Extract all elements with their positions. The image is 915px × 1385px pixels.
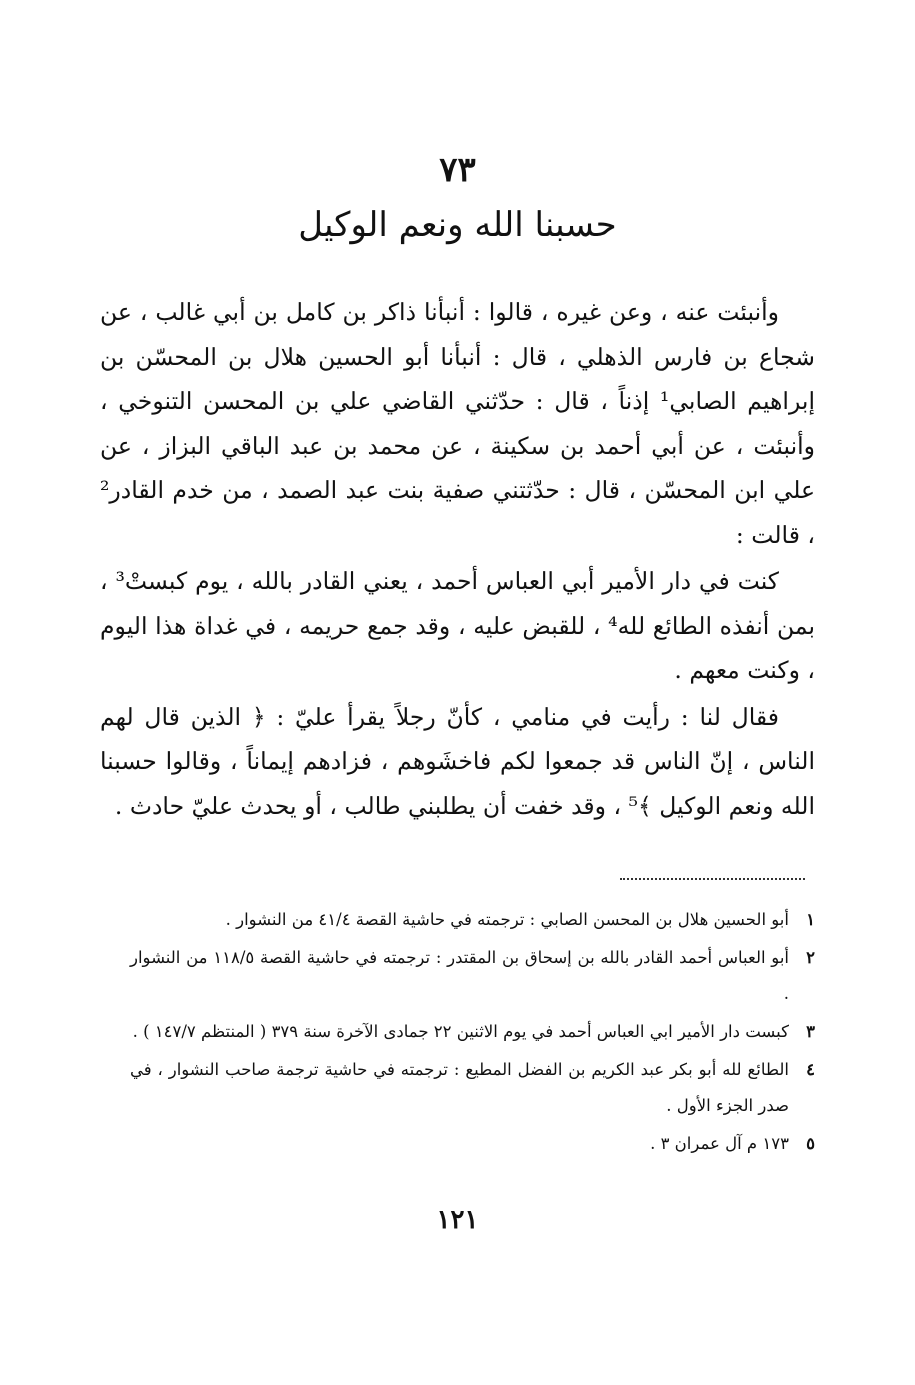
footnote-text: الطائع لله أبو بكر عبد الكريم بن الفضل المطيع : ترجمته في حاشية ترجمة صاحب النشوار ، في صدر الجزء الأول .	[130, 1060, 789, 1115]
paragraph-dream: فقال لنا : رأيت في منامي ، كأنّ رجلاً يقرأ عليّ : ﴿ الذين قال لهم الناس ، إنّ الناس قد جمعوا لكم فاخشَوهم ، فزادهم إيماناً ، وقالوا حسبنا الله ونعم الوكيل ﴾⁵ ، وقد خفت أن يطلبني طالب ، أو يحدث عليّ حادث .	[100, 702, 815, 820]
footnote-3	[130, 1014, 815, 1050]
footnote-text: أبو الحسين هلال بن المحسن الصابي : ترجمته في حاشية القصة ٤١/٤ من النشوار .	[225, 910, 789, 929]
footnote-number: ٣	[806, 1022, 815, 1041]
story-number: ٧٣	[439, 150, 476, 190]
footnote-number: ١	[806, 910, 815, 929]
main-text	[100, 290, 815, 830]
page-number: ١٢١	[436, 1205, 479, 1235]
footnote-number: ٥	[806, 1134, 815, 1153]
footnotes	[130, 902, 815, 1164]
footnote-number: ٢	[806, 948, 815, 967]
paragraph-isnad: وأنبئت عنه ، وعن غيره ، قالوا : أنبأنا ذاكر بن كامل بن أبي غالب ، عن شجاع بن فارس الذهلي ، قال : أنبأنا أبو الحسين هلال بن المحسّن بن إبراهيم الصابي¹ إذناً ، قال : حدّثني القاضي علي بن المحسن التنوخي ، وأنبئت ، عن أبي أحمد بن سكينة ، عن محمد بن عبد الباقي البزاز ، عن علي ابن المحسّن ، قال : حدّثتني صفية بنت عبد الصمد ، من خدم القادر² ، قالت :	[100, 298, 815, 549]
footnote-text: أبو العباس أحمد القادر بالله بن إسحاق بن المقتدر : ترجمته في حاشية القصة ١١٨/٥ من النشوار .	[130, 948, 789, 1003]
footnote-1	[130, 902, 815, 938]
story-title: حسبنا الله ونعم الوكيل	[298, 205, 617, 245]
footnote-text: ١٧٣ م آل عمران ٣ .	[650, 1134, 789, 1153]
footnote-5	[130, 1126, 815, 1162]
footnote-text: كبست دار الأمير ابي العباس أحمد في يوم الاثنين ٢٢ جمادى الآخرة سنة ٣٧٩ ( المنتظم ١٤٧/٧ ) .	[132, 1022, 789, 1041]
footnote-2	[130, 940, 815, 1012]
footnote-4	[130, 1052, 815, 1124]
paragraph-narration: كنت في دار الأمير أبي العباس أحمد ، يعني القادر بالله ، يوم كبستْ³ ، بمن أنفذه الطائع لله⁴ ، للقبض عليه ، وقد جمع حريمه ، في غداة هذا اليوم ، وكنت معهم .	[100, 567, 815, 684]
footnote-divider	[620, 878, 805, 880]
footnote-number: ٤	[806, 1060, 815, 1079]
